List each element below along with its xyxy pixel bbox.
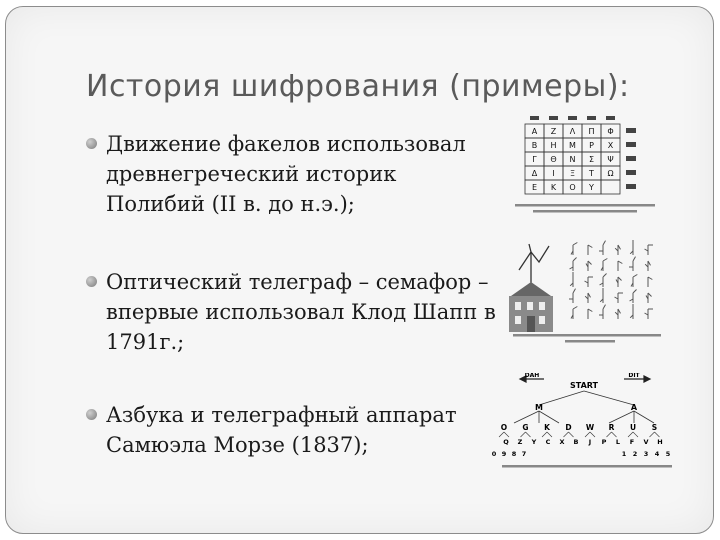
polybius-letter: Ρ bbox=[589, 141, 594, 150]
morse-branch bbox=[569, 432, 574, 437]
polybius-table-image bbox=[505, 112, 665, 217]
polybius-letter: Δ bbox=[531, 169, 538, 178]
morse-letter: V bbox=[643, 438, 649, 446]
morse-branch bbox=[650, 432, 655, 437]
morse-digit: 8 bbox=[511, 450, 517, 458]
semaphore-arm bbox=[615, 297, 618, 299]
bullet-morse bbox=[88, 400, 498, 460]
morse-digit: 3 bbox=[643, 450, 649, 458]
polybius-letter: Ε bbox=[531, 183, 538, 192]
morse-branch bbox=[542, 432, 547, 437]
polybius-letter: Α bbox=[531, 127, 538, 136]
morse-digit: 0 bbox=[491, 450, 497, 458]
morse-branch bbox=[499, 432, 504, 437]
bullet-polybius bbox=[88, 129, 498, 219]
torch-mark bbox=[626, 156, 636, 161]
morse-branch bbox=[539, 411, 559, 423]
semaphore-arm bbox=[645, 313, 648, 315]
morse-letter: X bbox=[559, 438, 565, 446]
morse-tree-image bbox=[484, 373, 679, 470]
morse-branch bbox=[564, 432, 569, 437]
morse-branch bbox=[633, 432, 638, 437]
morse-letter: P bbox=[601, 438, 607, 446]
morse-branch bbox=[607, 432, 612, 437]
bullet-text: Азбука и телеграфный аппарат Самюэла Морзе (1837); bbox=[106, 403, 457, 457]
morse-branch bbox=[655, 432, 660, 437]
polybius-letter: Κ bbox=[550, 183, 557, 192]
morse-letter: Q bbox=[503, 438, 509, 446]
morse-branch bbox=[521, 432, 526, 437]
semaphore-arm bbox=[570, 267, 573, 269]
torch-mark bbox=[626, 184, 636, 189]
bullet-text: Движение факелов использовал древнегреческий историк Полибий (II в. до н.э.); bbox=[106, 132, 466, 216]
semaphore-arm bbox=[648, 293, 652, 297]
semaphore-arm bbox=[618, 261, 622, 264]
torch-mark bbox=[568, 116, 577, 120]
morse-letter: Z bbox=[517, 438, 523, 446]
morse-branch bbox=[585, 432, 590, 437]
polybius-letter: Β bbox=[531, 141, 538, 150]
semaphore-arm bbox=[603, 259, 607, 262]
semaphore-arm bbox=[618, 277, 622, 281]
polybius-letter: Γ bbox=[532, 155, 537, 164]
morse-letter: G bbox=[522, 423, 529, 432]
morse-branch bbox=[612, 432, 617, 437]
polybius-letter: Ξ bbox=[569, 169, 576, 178]
morse-letter: S bbox=[651, 423, 658, 432]
morse-letter: H bbox=[657, 438, 663, 446]
slide-title: История шифрования (примеры): bbox=[86, 69, 630, 104]
polybius-letter: Μ bbox=[569, 141, 576, 150]
morse-start-label: START bbox=[569, 381, 599, 390]
semaphore-arm bbox=[633, 275, 637, 278]
morse-digit: 9 bbox=[501, 450, 507, 458]
morse-branch bbox=[628, 432, 633, 437]
polybius-letter: Π bbox=[588, 127, 595, 136]
morse-letter: K bbox=[544, 423, 550, 432]
semaphore-arm bbox=[573, 307, 577, 310]
semaphore-image bbox=[505, 240, 665, 345]
torch-mark bbox=[626, 142, 636, 147]
morse-digit: 1 bbox=[621, 450, 627, 458]
semaphore-arm bbox=[600, 283, 603, 285]
polybius-letter: Ψ bbox=[607, 155, 614, 164]
morse-letter: F bbox=[629, 438, 635, 446]
morse-letter: U bbox=[629, 423, 637, 432]
bullet-semaphore bbox=[88, 267, 498, 357]
polybius-letter: Ι bbox=[552, 169, 555, 178]
semaphore-arm bbox=[633, 257, 636, 261]
semaphore-arm bbox=[603, 241, 606, 245]
torch-mark bbox=[626, 170, 636, 175]
bullet-text: Оптический телеграф – семафор – впервые использовал Клод Шапп в 1791г.; bbox=[106, 270, 496, 354]
bullet-dot-icon bbox=[86, 409, 97, 420]
morse-digit: 5 bbox=[665, 450, 671, 458]
semaphore-arm bbox=[588, 309, 592, 312]
torch-mark bbox=[626, 128, 636, 133]
polybius-letter: Σ bbox=[588, 155, 595, 164]
semaphore-arm bbox=[573, 289, 576, 293]
torch-mark bbox=[587, 116, 596, 120]
semaphore-arm bbox=[603, 305, 606, 309]
polybius-letter: Ζ bbox=[550, 127, 557, 136]
polybius-letter: Τ bbox=[589, 169, 594, 178]
morse-letter: D bbox=[565, 423, 572, 432]
morse-letter: B bbox=[573, 438, 579, 446]
morse-digit: 7 bbox=[521, 450, 527, 458]
semaphore-arm bbox=[648, 277, 652, 280]
morse-letter: L bbox=[615, 438, 621, 446]
polybius-letter: Θ bbox=[550, 155, 557, 164]
morse-digit: 2 bbox=[632, 450, 638, 458]
semaphore-arm bbox=[573, 257, 577, 261]
bullet-dot-icon bbox=[86, 138, 97, 149]
morse-branch bbox=[609, 411, 634, 423]
bullet-dot-icon bbox=[86, 276, 97, 287]
polybius-letter: Ν bbox=[569, 155, 576, 164]
torch-mark bbox=[606, 116, 615, 120]
polybius-letter: Ο bbox=[569, 183, 576, 192]
semaphore-arm bbox=[585, 281, 588, 283]
semaphore-arm bbox=[630, 299, 633, 301]
morse-branch bbox=[634, 411, 654, 423]
morse-branch bbox=[590, 432, 595, 437]
morse-letter: C bbox=[545, 438, 551, 446]
torch-mark bbox=[530, 116, 539, 120]
morse-letter: A bbox=[630, 403, 638, 412]
semaphore-arm bbox=[573, 243, 577, 246]
semaphore-arm bbox=[588, 245, 592, 248]
morse-letter: M bbox=[535, 403, 543, 412]
polybius-letter: Ω bbox=[607, 169, 614, 178]
morse-branch bbox=[504, 432, 509, 437]
semaphore-arm bbox=[645, 249, 648, 251]
morse-right-label: DIT bbox=[628, 373, 640, 379]
morse-branch bbox=[526, 432, 531, 437]
morse-letter: W bbox=[585, 423, 595, 432]
morse-digit: 4 bbox=[654, 450, 660, 458]
polybius-letter: Λ bbox=[569, 127, 576, 136]
polybius-letter: Η bbox=[550, 141, 557, 150]
polybius-letter: Υ bbox=[589, 183, 594, 192]
morse-branch bbox=[514, 411, 539, 423]
morse-letter: O bbox=[500, 423, 508, 432]
polybius-cell bbox=[601, 180, 620, 194]
morse-left-label: DAH bbox=[524, 373, 540, 379]
morse-letter: R bbox=[608, 423, 615, 432]
semaphore-arm bbox=[603, 273, 607, 277]
morse-branch bbox=[539, 391, 584, 405]
polybius-letter: Φ bbox=[607, 127, 614, 136]
polybius-letter: Χ bbox=[607, 141, 614, 150]
torch-mark bbox=[549, 116, 558, 120]
semaphore-arm bbox=[633, 289, 637, 293]
morse-letter: J bbox=[588, 438, 592, 446]
morse-branch bbox=[584, 391, 634, 405]
morse-letter: Y bbox=[531, 438, 537, 446]
morse-branch bbox=[547, 432, 552, 437]
semaphore-arm bbox=[588, 261, 592, 265]
